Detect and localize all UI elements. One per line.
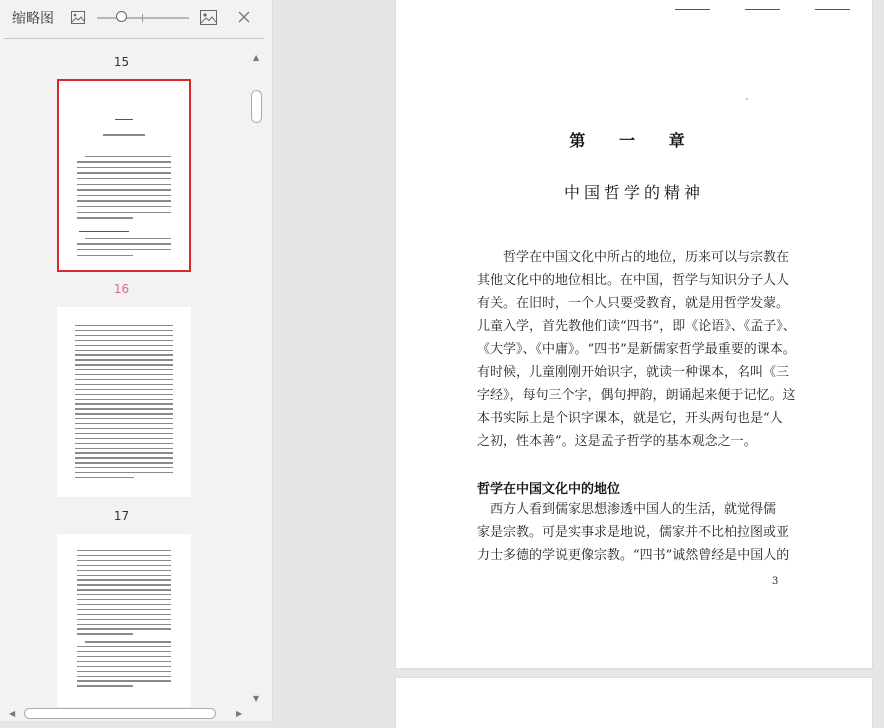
thumbnail-text-line [75,369,173,370]
thumbnail-text-line [77,172,171,173]
thumbnail-horizontal-scrollbar[interactable] [0,707,250,721]
thumbnail-text-line [77,661,171,662]
thumbnail-text-line [75,359,173,360]
thumbnail-text-line [77,161,171,162]
thumbnail-text-line [75,340,173,341]
thumbnail-text-line [77,550,171,551]
thumbnail-text-line [77,249,171,250]
thumbnail-text-line [77,212,171,213]
thumbnail-text-line [85,238,171,239]
thumbnail-text-line [75,350,173,351]
thumbnail-text-line [77,206,171,207]
thumbnail-text-line [75,472,173,473]
thumbnail-text-line [75,379,173,380]
thumbnail-text-line [75,418,173,419]
text-line: 西方人看到儒家思想渗透中国人的生活，就觉得儒 [490,502,777,517]
thumbnail-text-line [75,413,173,414]
thumbnail-text-line [75,467,173,468]
thumbnail-text-line [75,462,173,463]
thumbnail-text-line [77,200,171,201]
thumbnail-text-line [77,651,171,652]
thumbnail-text-line [77,685,133,686]
text-line: 其他文化中的地位相比。在中国，哲学与知识分子人人 [477,273,790,288]
header-rule [815,9,850,10]
chapter-title: 第 一 章 [569,131,699,150]
large-image-icon[interactable] [198,8,218,26]
thumbnail-text-line [75,433,173,434]
paragraph-1 [477,246,803,453]
header-rule [675,9,710,10]
thumbnail-text-line [77,570,171,571]
page-number: 3 [772,576,779,587]
vertical-scroll-thumb[interactable] [251,90,262,123]
thumbnail-text-line [75,428,173,429]
text-line: 字经》，每句三个字，偶句押韵，朗诵起来便于记忆。这 [477,388,796,403]
panel-header [0,0,265,38]
thumbnail-list [0,39,250,707]
text-line: 《大学》、《中庸》。“四书”是新儒家哲学最重要的课本。 [477,342,796,357]
thumbnail-text-line [77,671,171,672]
thumbnail-text-line [103,134,145,135]
thumbnail-text-line [77,656,171,657]
thumbnail-text-line [77,184,171,185]
scan-speck [746,98,748,100]
thumbnail-text-line [77,628,171,629]
thumbnail-text-line [75,423,173,424]
scroll-right-arrow-icon[interactable]: ▶ [236,709,243,718]
thumbnail-text-line [77,575,171,576]
thumbnail-text-line [75,477,134,478]
thumbnail-text-line [75,452,173,453]
scroll-down-arrow-icon[interactable]: ▼ [253,694,260,703]
thumbnail-vertical-scrollbar[interactable] [250,50,264,707]
horizontal-scroll-thumb[interactable] [24,708,216,719]
text-line: 力士多德的学说更像宗教。“四书”诚然曾经是中国人的 [477,548,790,563]
thumbnail-text-line [77,565,171,566]
zoom-slider[interactable] [97,17,189,19]
thumbnail-text-line [77,555,171,556]
document-page [396,0,872,668]
thumbnail-text-line [77,167,171,168]
text-line: 哲学在中国文化中所占的地位，历来可以与宗教在 [503,250,790,265]
thumbnail-label: 16 [113,282,130,296]
thumbnail-text-line [77,614,171,615]
header-rule [745,9,780,10]
close-icon[interactable] [235,8,253,26]
thumbnail-text-line [77,584,171,585]
text-line: 有时候，儿童刚刚开始识字，就读一种课本，名叫《三 [477,365,790,380]
text-line: 之初，性本善”。这是孟子哲学的基本观念之一。 [477,434,757,449]
thumbnail-text-line [77,633,133,634]
thumbnail-text-line [77,594,171,595]
thumbnail-page-17[interactable] [57,534,191,707]
zoom-slider-handle[interactable] [116,11,127,22]
thumbnail-text-line [75,374,173,375]
thumbnail-text-line [77,680,171,681]
thumbnail-text-line [75,443,173,444]
thumbnail-label: 15 [113,55,130,69]
thumbnail-text-line [75,403,173,404]
thumbnail-text-line [75,330,173,331]
section-heading: 哲学在中国文化中的地位 [477,482,621,497]
thumbnail-text-line [75,438,173,439]
thumbnail-text-line [75,457,173,458]
thumbnail-text-line [79,231,129,232]
thumbnail-text-line [77,243,171,244]
thumbnail-text-line [77,560,171,561]
thumbnail-label: 17 [113,509,130,523]
thumbnail-text-line [75,448,173,449]
panel-title: 缩略图 [12,11,54,27]
thumbnail-text-line [75,408,173,409]
thumbnail-text-line [75,354,173,355]
thumbnail-text-line [85,156,171,157]
thumbnail-text-line [77,619,171,620]
thumbnail-text-line [77,189,171,190]
text-line: 本书实际上是个识字课本，就是它，开头两句也是“人 [477,411,783,426]
thumbnail-text-line [75,345,173,346]
scroll-up-arrow-icon[interactable]: ▲ [253,53,260,62]
thumbnail-text-line [115,119,133,120]
thumbnail-text-line [75,399,173,400]
thumbnail-text-line [75,364,173,365]
thumbnail-text-line [77,666,171,667]
scroll-left-arrow-icon[interactable]: ◀ [9,709,16,718]
thumbnail-text-line [77,646,171,647]
thumbnail-text-line [77,676,171,677]
thumbnail-text-line [77,217,133,218]
thumbnail-text-line [75,335,173,336]
chapter-subtitle: 中国哲学的精神 [563,183,704,202]
thumbnail-text-line [75,384,173,385]
slider-tick [142,14,143,22]
thumbnail-page-15[interactable] [57,79,191,272]
thumbnail-text-line [77,604,171,605]
thumbnail-text-line [85,641,171,642]
text-line: 儿童入学，首先教他们读“四书”，即《论语》、《孟子》、 [477,319,796,334]
small-image-icon[interactable] [69,8,87,26]
thumbnail-text-line [77,624,171,625]
text-line: 家是宗教。可是实事求是地说，儒家并不比柏拉图或亚 [477,525,790,540]
thumbnail-text-line [75,389,173,390]
thumbnail-text-line [77,589,171,590]
thumbnail-text-line [77,599,171,600]
thumbnail-text-line [77,255,133,256]
thumbnail-text-line [77,579,171,580]
paragraph-2 [477,498,803,567]
text-line: 有关。在旧时，一个人只要受教育，就是用哲学发蒙。 [477,296,790,311]
thumbnail-text-line [77,195,171,196]
thumbnail-text-line [75,394,173,395]
thumbnail-text-line [77,609,171,610]
thumbnail-text-line [77,178,171,179]
thumbnail-page-16[interactable] [57,307,191,497]
thumbnail-text-line [75,325,173,326]
thumbnail-panel [0,0,273,721]
